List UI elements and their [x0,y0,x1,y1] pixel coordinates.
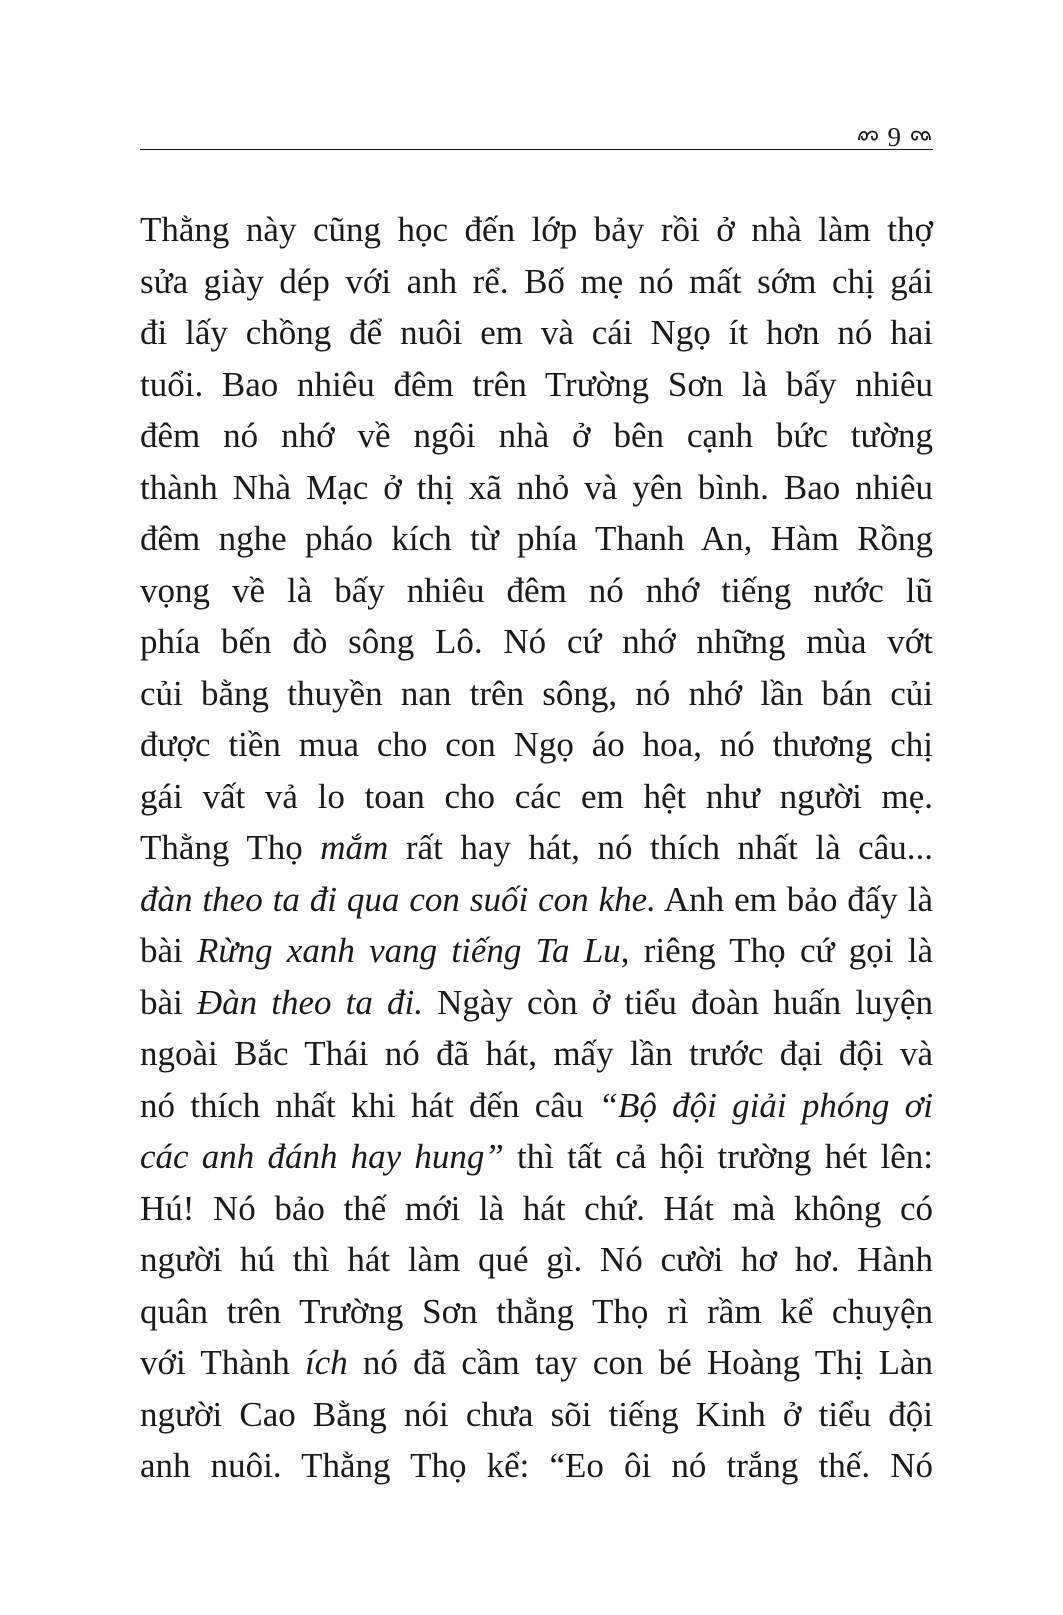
text-line [140,668,933,720]
text-line [140,565,933,617]
text-line [140,719,933,771]
text-run: bài [140,931,198,970]
italic-text: đàn theo ta đi qua con suối con khe. [140,879,656,919]
text-line [140,1028,933,1080]
text-run: quân trên Trường Sơn thằng Thọ rì rầm kể chuyện [140,1291,933,1331]
body-paragraph [140,204,933,1492]
text-line [140,977,933,1029]
text-line [140,462,933,514]
text-line [140,874,933,926]
text-run: người Cao Bằng nói chưa sõi tiếng Kinh ở tiểu đội [140,1394,933,1434]
italic-text: “Bộ đội giải phóng ơi [598,1085,933,1125]
page-number-group [856,122,934,152]
text-run: Thằng này cũng học đến lớp bảy rồi ở nhà làm thợ [140,210,933,249]
text-run: thành Nhà Mạc ở thị xã nhỏ và yên bình. Bao nhiêu [140,467,933,507]
text-run: nó đã cầm tay con bé Hoàng Thị Làn [347,1343,934,1382]
text-run: được tiền mua cho con Ngọ áo hoa, nó thương chị [140,725,933,764]
text-run: vọng về là bấy nhiêu đêm nó nhớ tiếng nước lũ [140,570,933,610]
text-line [140,1337,933,1389]
text-run: người hú thì hát làm qué gì. Nó cười hơ hơ. Hành [140,1240,933,1279]
italic-text: các anh đánh hay hung” [140,1137,504,1176]
text-line [140,204,933,256]
italic-text: ích [304,1343,348,1382]
text-line [140,925,933,977]
text-run: thì tất cả hội trường hét lên: [503,1137,933,1176]
text-line [140,771,933,823]
page-number: 9 [887,122,901,152]
text-run: bài [140,982,197,1022]
text-line [140,616,933,668]
text-run: sửa giày dép với anh rể. Bố mẹ nó mất sớm chị gái [140,261,933,301]
text-line [140,307,933,359]
text-line [140,822,933,874]
text-run: Anh em bảo đấy là [655,879,933,919]
running-header [140,112,933,150]
text-run: đêm nó nhớ về ngôi nhà ở bên cạnh bức tường [140,416,933,455]
ornament-right-icon [907,122,933,152]
text-line [140,1183,933,1235]
ornament-left-icon [856,122,882,152]
italic-text: mắm [320,828,389,867]
text-line [140,1286,933,1338]
text-line [140,359,933,411]
text-line [140,256,933,308]
text-run: gái vất vả lo toan cho các em hệt như người mẹ. [140,776,933,816]
text-run: , riêng Thọ cứ gọi là [620,931,933,970]
text-run: Thằng Thọ [140,828,321,867]
text-run: anh nuôi. Thằng Thọ kể: “Eo ôi nó trắng thế. Nó [140,1446,933,1485]
italic-text: Rừng xanh vang tiếng Ta Lu [197,931,621,970]
text-run: ngoài Bắc Thái nó đã hát, mấy lần trước đại đội và [140,1034,933,1073]
text-run: tuổi. Bao nhiêu đêm trên Trường Sơn là bấy nhiêu [140,364,933,404]
text-run: đi lấy chồng để nuôi em và cái Ngọ ít hơn nó hai [140,313,933,352]
text-run: với Thành [140,1343,305,1382]
text-run: rất hay hát, nó thích nhất là câu... [388,828,933,867]
text-line [140,1234,933,1286]
text-run: phía bến đò sông Lô. Nó cứ nhớ những mùa vớt [140,622,933,661]
text-line [140,1131,933,1183]
text-run: đêm nghe pháo kích từ phía Thanh An, Hàm Rồng [140,519,933,558]
text-line [140,1080,933,1132]
text-run: củi bằng thuyền nan trên sông, nó nhớ lần bán củi [140,673,933,713]
text-line [140,1389,933,1441]
text-run: Ngày còn ở tiểu đoàn huấn luyện [423,982,934,1022]
text-line [140,1440,933,1492]
text-run: Hú! Nó bảo thế mới là hát chứ. Hát mà không có [140,1188,933,1228]
text-line [140,513,933,565]
ornament-right-svg [907,126,933,144]
header-rule [140,149,933,150]
italic-text: Đàn theo ta đi. [196,982,423,1022]
text-run: nó thích nhất khi hát đến câu [140,1085,599,1125]
text-line [140,410,933,462]
ornament-left-svg [856,126,882,144]
